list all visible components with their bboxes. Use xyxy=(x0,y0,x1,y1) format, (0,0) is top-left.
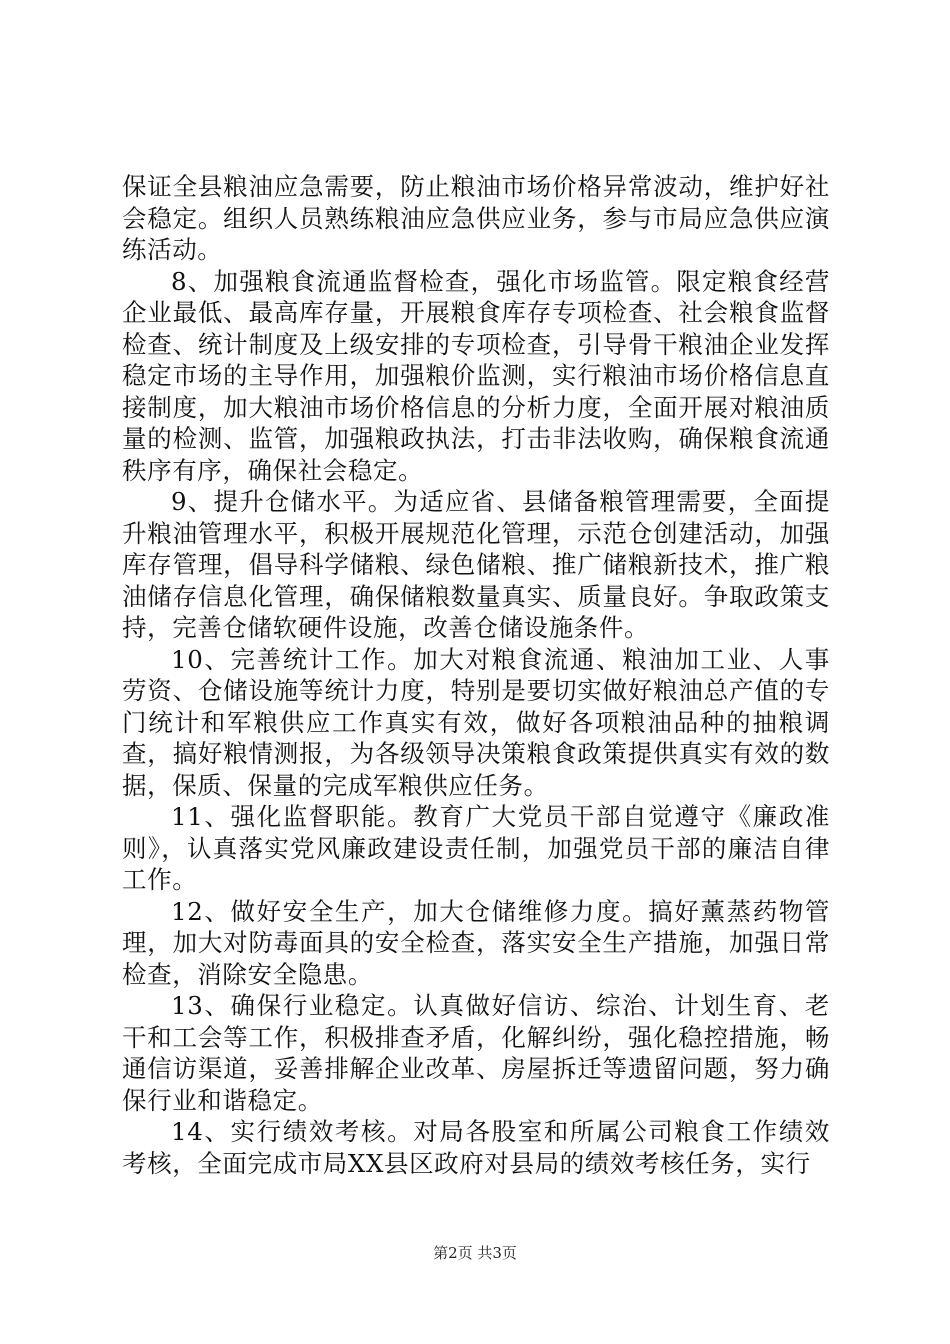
paragraph-item-12: 12、做好安全生产，加大仓储维修力度。搞好薰蒸药物管理，加大对防毒面具的安全检查，落实安全生产措施，加强日常检查，消除安全隐患。 xyxy=(122,896,830,989)
paragraph-item-14: 14、实行绩效考核。对局各股室和所属公司粮食工作绩效考核，全面完成市局XX县区政府对县局的绩效考核任务，实行 xyxy=(122,1117,830,1178)
paragraph-item-9: 9、提升仓储水平。为适应省、县储备粮管理需要，全面提升粮油管理水平，积极开展规范化管理，示范仓创建活动，加强库存管理，倡导科学储粮、绿色储粮、推广储粮新技术，推广粮油储存信息化管理，确保储粮数量真实、质量良好。争取政策支持，完善仓储软硬件设施，改善仓储设施条件。 xyxy=(122,487,830,642)
document-body xyxy=(122,171,830,1179)
paragraph-continuation: 保证全县粮油应急需要，防止粮油市场价格异常波动，维护好社会稳定。组织人员熟练粮油应急供应业务，参与市局应急供应演练活动。 xyxy=(122,172,830,264)
paragraph-item-10: 10、完善统计工作。加大对粮食流通、粮油加工业、人事劳资、仓储设施等统计力度，特别是要切实做好粮油总产值的专门统计和军粮供应工作真实有效，做好各项粮油品种的抽粮调查，搞好粮情测报，为各级领导决策粮食政策提供真实有效的数据，保质、保量的完成军粮供应任务。 xyxy=(122,644,830,800)
paragraph-item-11: 11、强化监督职能。教育广大党员干部自觉遵守《廉政准则》，认真落实党风廉政建设责任制，加强党员干部的廉洁自律工作。 xyxy=(122,802,830,894)
paragraph-item-8: 8、加强粮食流通监督检查，强化市场监管。限定粮食经营企业最低、最高库存量，开展粮食库存专项检查、社会粮食监督检查、统计制度及上级安排的专项检查，引导骨干粮油企业发挥稳定市场的主导作用，加强粮价监测，实行粮油市场价格信息直接制度，加大粮油市场价格信息的分析力度，全面开展对粮油质量的检测、监管，加强粮政执法，打击非法收购，确保粮食流通秩序有序，确保社会稳定。 xyxy=(122,266,830,485)
paragraph-item-13: 13、确保行业稳定。认真做好信访、综治、计划生育、老干和工会等工作，积极排查矛盾，化解纠纷，强化稳控措施，畅通信访渠道，妥善排解企业改革、房屋拆迁等遗留问题，努力确保行业和谐稳定。 xyxy=(122,991,830,1115)
page-number-footer: 第2页 共3页 xyxy=(433,1244,517,1262)
